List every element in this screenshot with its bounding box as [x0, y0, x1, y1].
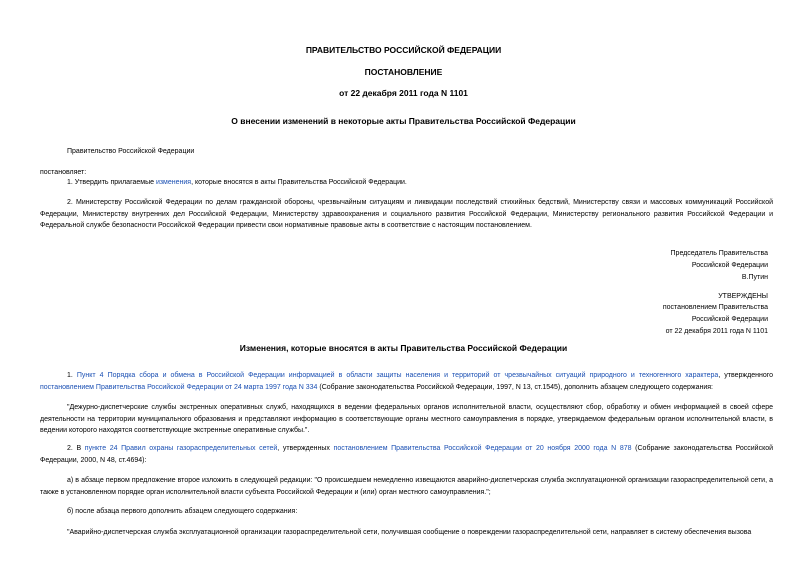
doc-type-heading: ПОСТАНОВЛЕНИЕ — [364, 67, 443, 77]
change-2-decree-link[interactable]: постановлением Правительства Российской Федерации от 20 ноября 2000 года N 878 — [333, 445, 632, 452]
authority-heading: ПРАВИТЕЛЬСТВО РОССИЙСКОЙ ФЕДЕРАЦИИ — [305, 45, 502, 55]
change-2-mid: , утвержденных — [277, 445, 334, 452]
change-1-decree-link[interactable]: постановлением Правительства Российской Федерации от 24 марта 1997 года N 334 — [40, 383, 318, 391]
point-1-suffix: , которые вносятся в акты Правительства Российской Федерации. — [191, 179, 407, 186]
change-1-point-link[interactable]: Пункт 4 Порядка сбора и обмена в Российской Федерации информацией в области защиты населения и территорий от чрезвычайных ситуаций природного и техногенного характера — [76, 372, 719, 379]
point-1-prefix: 1. Утвердить прилагаемые — [67, 179, 156, 186]
change-2-number: 2. В — [67, 445, 85, 452]
approved-country: Российской Федерации — [691, 316, 768, 323]
change-1-tail: (Собрание законодательства Российской Федерации, 1997, N 13, ст.1545), дополнить абзацем следующего содержания: — [317, 383, 713, 391]
approved-by: постановлением Правительства — [662, 304, 768, 311]
changes-title: Изменения, которые вносятся в акты Правительства Российской Федерации — [239, 343, 568, 353]
change-2-subitem-b: б) после абзаца первого дополнить абзацем следующего содержания: — [67, 508, 298, 515]
change-1-quote: "Дежурно-диспетчерские службы экстренных оперативных служб, находящихся в ведении федеральных органов исполнительной власти, осуществляют сбор, обработку и обмен информацией в своей сфере деятельности на территории муниципального образования и представляют информацию в соответствующие органы местного самоуправления в порядке, утверждаемом федеральным органом исполнительной власти, в ведении которого находятся соответствующие экстренные оперативные службы.". — [40, 404, 773, 435]
preamble-issuer: Правительство Российской Федерации — [67, 148, 195, 155]
change-2-subitem-b-quote: "Аварийно-диспетчерская служба эксплуатационной организации газораспределительной сети, получившая сообщение о повреждении газораспределительной сети, направляет в систему обеспечения вызова — [67, 529, 752, 536]
change-2-subitem-a: а) в абзаце первом предложение второе изложить в следующей редакции: "О происшедшем немедленно извещаются аварийно-диспетчерская служба эксплуатационной организации газораспределительной сети, а также в установленном порядке орган исполнительной власти субъекта Российской Федерации и (или) орган местного самоуправления."; — [40, 477, 773, 496]
date-number-heading: от 22 декабря 2011 года N 1101 — [339, 88, 468, 98]
change-2-rules-link[interactable]: пункте 24 Правил охраны газораспределительных сетей — [84, 445, 278, 452]
changes-link[interactable]: изменения — [155, 179, 192, 186]
change-1-number: 1. — [67, 372, 77, 379]
change-item-2 — [40, 443, 773, 466]
change-item-1 — [40, 370, 773, 393]
signature-name: В.Путин — [741, 274, 768, 281]
point-1 — [67, 177, 407, 189]
point-2: 2. Министерству Российской Федерации по делам гражданской обороны, чрезвычайным ситуациям и ликвидации последствий стихийных бедствий, Министерству связи и массовых коммуникаций Российской Федерации, Министерству внутренних дел Российской Федерации, Министерству здравоохранения и социального развития Российской Федерации, Министерству регионального развития Российской Федерации и Федеральной службе безопасности Российской Федерации привести свои нормативные правовые акты в соответствие с настоящим постановлением. — [40, 199, 773, 230]
change-1-mid: , утвержденного — [718, 372, 774, 379]
signature-country: Российской Федерации — [691, 262, 768, 269]
preamble-decides: постановляет: — [40, 169, 87, 176]
approved-date: от 22 декабря 2011 года N 1101 — [665, 328, 768, 335]
approved-label: УТВЕРЖДЕНЫ — [718, 293, 768, 300]
change-2-tail: (Собрание законодательства Российской Федерации, 2000, N 48, ст.4694): — [40, 445, 774, 464]
signature-position: Председатель Правительства — [670, 250, 768, 257]
document-title: О внесении изменений в некоторые акты Правительства Российской Федерации — [231, 116, 576, 126]
